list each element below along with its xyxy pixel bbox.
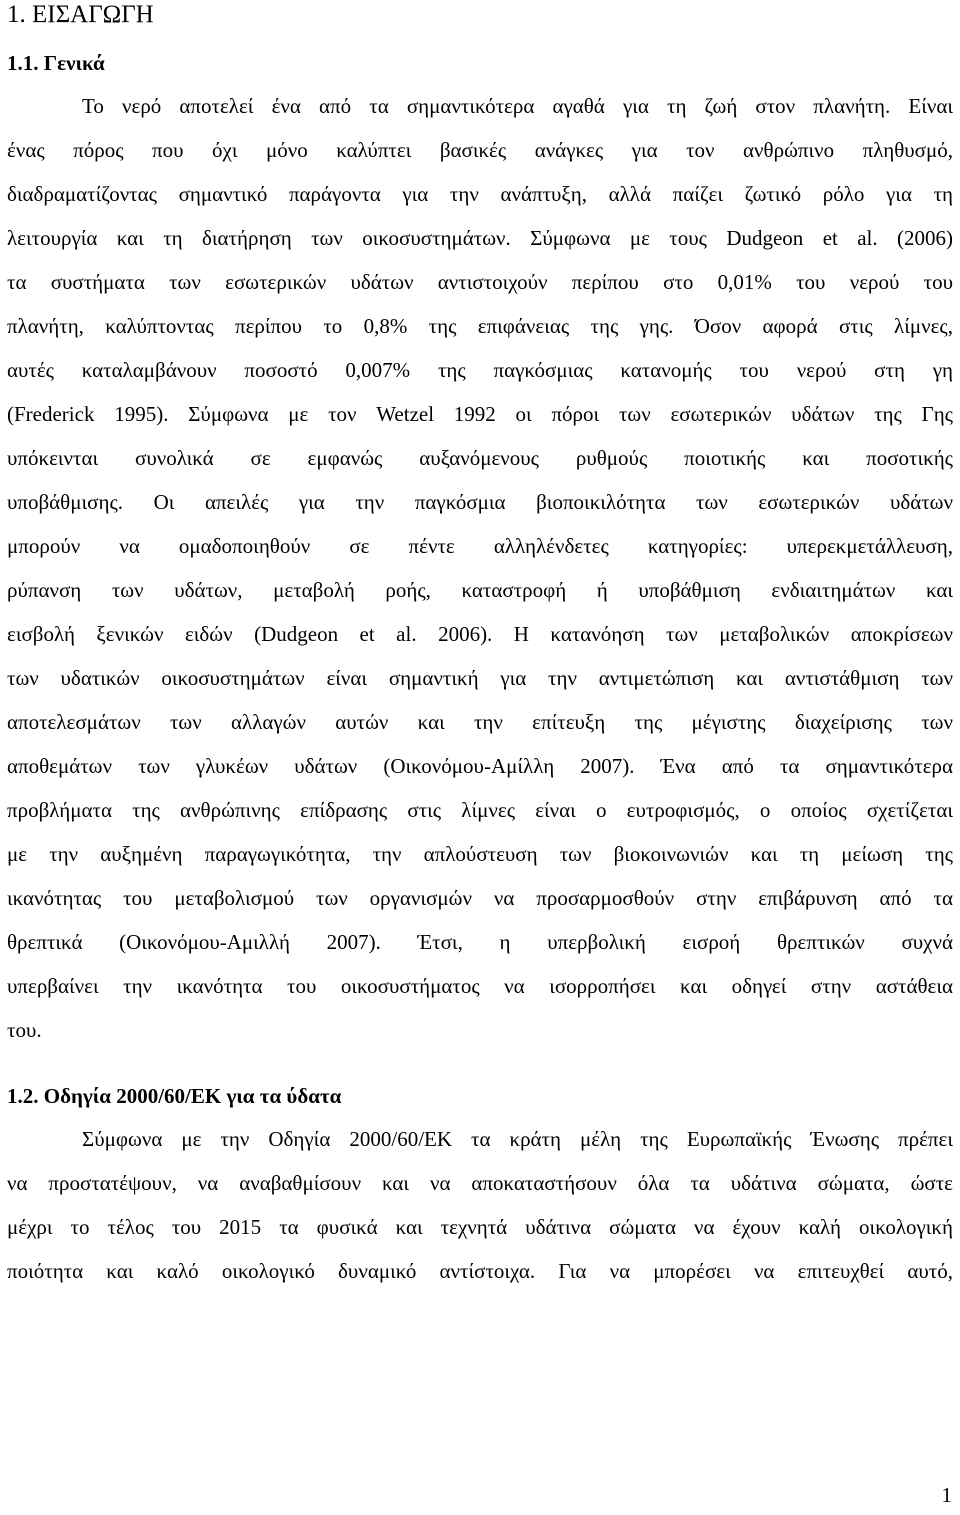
paragraph-line: με την αυξημένη παραγωγικότητα, την απλούστευση των βιοκοινωνιών και τη μείωση της: [7, 842, 953, 866]
paragraph-line: να προστατέψουν, να αναβαθμίσουν και να αποκαταστήσουν όλα τα υδάτινα σώματα, ώστε: [7, 1171, 953, 1195]
paragraph-line: υπερβαίνει την ικανότητα του οικοσυστήματος να ισορροπήσει και οδηγεί στην αστάθεια: [7, 974, 953, 998]
page-number: 1: [941, 1483, 952, 1507]
section-heading-directive: 1.2. Οδηγία 2000/60/ΕΚ για τα ύδατα: [7, 1084, 342, 1108]
paragraph-line: υπόκεινται συνολικά σε εμφανώς αυξανόμενους ρυθμούς ποιοτικής και ποσοτικής: [7, 446, 953, 470]
paragraph-line: θρεπτικά (Οικονόμου-Αμιλλή 2007). Έτσι, η υπερβολική εισροή θρεπτικών συχνά: [7, 930, 953, 954]
paragraph-line: υποβάθμισης. Οι απειλές για την παγκόσμια βιοποικιλότητα των εσωτερικών υδάτων: [7, 490, 953, 514]
chapter-heading: 1. ΕΙΣΑΓΩΓΗ: [7, 1, 154, 28]
paragraph-line: ρύπανση των υδάτων, μεταβολή ροής, καταστροφή ή υποβάθμιση ενδιαιτημάτων και: [7, 578, 953, 602]
paragraph-line: πλανήτη, καλύπτοντας περίπου το 0,8% της επιφάνειας της γης. Όσον αφορά στις λίμνες,: [7, 314, 953, 338]
paragraph-line: αποτελεσμάτων των αλλαγών αυτών και την επίτευξη της μέγιστης διαχείρισης των: [7, 710, 953, 734]
paragraph-line: τα συστήματα των εσωτερικών υδάτων αντιστοιχούν περίπου στο 0,01% του νερού του: [7, 270, 953, 294]
paragraph-line: αποθεμάτων των γλυκέων υδάτων (Οικονόμου-Αμίλλη 2007). Ένα από τα σημαντικότερα: [7, 754, 953, 778]
paragraph-line: του.: [7, 1018, 42, 1042]
paragraph-line: λειτουργία και τη διατήρηση των οικοσυστημάτων. Σύμφωνα με τους Dudgeon et al. (2006): [7, 226, 953, 250]
section-heading-general: 1.1. Γενικά: [7, 51, 105, 75]
paragraph-line: μπορούν να ομαδοποιηθούν σε πέντε αλληλένδετες κατηγορίες: υπερεκμετάλλευση,: [7, 534, 953, 558]
paragraph-line: ένας πόρος που όχι μόνο καλύπτει βασικές ανάγκες για τον ανθρώπινο πληθυσμό,: [7, 138, 953, 162]
paragraph-line: Το νερό αποτελεί ένα από τα σημαντικότερα αγαθά για τη ζωή στον πλανήτη. Είναι: [82, 94, 953, 118]
paragraph-line: (Frederick 1995). Σύμφωνα με τον Wetzel 1992 οι πόροι των εσωτερικών υδάτων της Γης: [7, 402, 953, 426]
paragraph-line: διαδραματίζοντας σημαντικό παράγοντα για την ανάπτυξη, αλλά παίζει ζωτικό ρόλο για τη: [7, 182, 953, 206]
paragraph-line: μέχρι το τέλος του 2015 τα φυσικά και τεχνητά υδάτινα σώματα να έχουν καλή οικολογική: [7, 1215, 953, 1239]
paragraph-line: ικανότητας του μεταβολισμού των οργανισμών να προσαρμοσθούν στην επιβάρυνση από τα: [7, 886, 953, 910]
paragraph-general: [7, 84, 953, 1052]
paragraph-line: των υδατικών οικοσυστημάτων είναι σημαντική για την αντιμετώπιση και αντιστάθμιση των: [7, 666, 953, 690]
paragraph-line: ποιότητα και καλό οικολογικό δυναμικό αντίστοιχα. Για να μπορέσει να επιτευχθεί αυτό,: [7, 1259, 953, 1283]
paragraph-line: αυτές καταλαμβάνουν ποσοστό 0,007% της παγκόσμιας κατανομής του νερού στη γη: [7, 358, 953, 382]
paragraph-line: Σύμφωνα με την Οδηγία 2000/60/ΕΚ τα κράτη μέλη της Ευρωπαϊκής Ένωσης πρέπει: [82, 1127, 953, 1151]
paragraph-directive: [7, 1117, 953, 1293]
paragraph-line: προβλήματα της ανθρώπινης επίδρασης στις λίμνες είναι ο ευτροφισμός, ο οποίος σχετίζεται: [7, 798, 953, 822]
paragraph-line: εισβολή ξενικών ειδών (Dudgeon et al. 2006). Η κατανόηση των μεταβολικών αποκρίσεων: [7, 622, 953, 646]
